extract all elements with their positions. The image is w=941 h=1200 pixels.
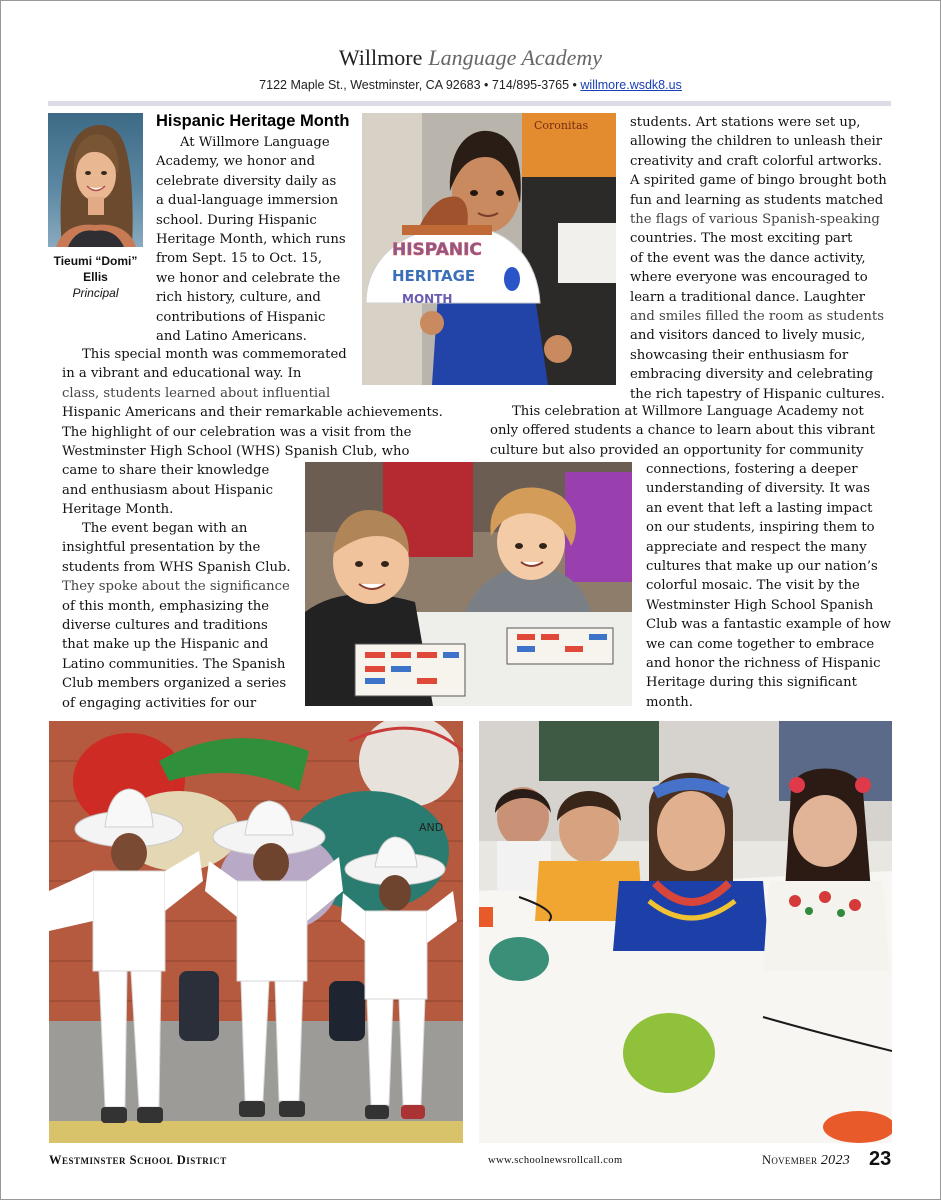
text-line: and Latino Americans. xyxy=(156,329,307,345)
photo-girl-with-sign xyxy=(362,113,616,385)
text-line: appreciate and respect the many xyxy=(646,539,867,555)
text-line: Heritage during this significant xyxy=(646,675,857,691)
principal-role: Principal xyxy=(72,286,119,300)
text-line: This celebration at Willmore Language Academy not xyxy=(512,404,864,419)
principal-name-line1: Tieumi “Domi” xyxy=(53,254,138,268)
col1-lower xyxy=(62,519,302,713)
mural-text: AND xyxy=(419,821,444,834)
footer-url[interactable]: www.schoolnewsrollcall.com xyxy=(488,1155,623,1166)
photo-boys-bingo xyxy=(305,462,632,706)
text-line: embracing diversity and celebrating xyxy=(630,367,874,383)
sign-line3: MONTH xyxy=(402,292,453,306)
text-line: contributions of Hispanic xyxy=(156,309,326,325)
website-link[interactable]: willmore.wsdk8.us xyxy=(580,78,682,92)
text-line: Club was a fantastic example of how xyxy=(646,617,891,633)
masthead-address xyxy=(0,78,941,92)
article-title: Hispanic Heritage Month xyxy=(156,112,350,130)
text-line: and smiles filled the room as students xyxy=(630,309,884,325)
text-line: understanding of diversity. It was xyxy=(646,481,870,497)
text-line: allowing the children to unleash their xyxy=(630,134,883,150)
text-line: learn a traditional dance. Laughter xyxy=(630,289,866,305)
text-line: connections, fostering a deeper xyxy=(646,462,858,477)
text-line: countries. The most exciting part xyxy=(630,231,853,247)
text-line: where everyone was encouraged to xyxy=(630,270,868,286)
poster-text: Coronitas xyxy=(534,119,589,132)
photo-charro-boys xyxy=(49,721,463,1143)
text-line: Academy, we honor and xyxy=(156,154,316,170)
principal-name-line2: Ellis xyxy=(83,270,108,284)
text-line: Club members organized a series xyxy=(62,676,287,692)
text-line: showcasing their enthusiasm for xyxy=(630,347,849,363)
text-line: The event began with an xyxy=(82,521,248,536)
academy-name: Language Academy xyxy=(428,45,603,70)
text-line: on our students, inspiring them to xyxy=(646,520,875,536)
sign-line1: HISPANIC xyxy=(392,240,482,260)
text-line: only offered students a chance to learn about this vibrant xyxy=(490,423,875,439)
text-line: This special month was commemorated xyxy=(82,347,347,362)
text-line: that make up the Hispanic and xyxy=(62,637,269,653)
text-line: class, students learned about influential xyxy=(62,385,331,401)
text-line: The highlight of our celebration was a visit from the xyxy=(62,424,412,440)
col2-lower xyxy=(646,460,892,712)
text-line: Westminster High School Spanish xyxy=(646,597,874,613)
text-line: Westminster High School (WHS) Spanish Club, who xyxy=(62,444,410,460)
text-line: an event that left a lasting impact xyxy=(646,500,873,516)
sign-line2: HERITAGE xyxy=(392,267,476,285)
address-text: 7122 Maple St., Westminster, CA 92683 • 714/895-3765 • xyxy=(259,78,581,92)
text-line: A spirited game of bingo brought both xyxy=(630,173,887,189)
footer-month: November xyxy=(762,1153,818,1167)
text-line: students from WHS Spanish Club. xyxy=(62,559,291,575)
text-line: the rich tapestry of Hispanic cultures. xyxy=(630,386,885,402)
photo-girls-crafts xyxy=(479,721,892,1143)
footer-date xyxy=(762,1153,850,1169)
text-line: from Sept. 15 to Oct. 15, xyxy=(156,251,323,267)
masthead-title xyxy=(0,44,941,73)
text-line: and enthusiasm about Hispanic xyxy=(62,482,273,498)
text-line: Hispanic Americans and their remarkable achievements. xyxy=(62,405,443,421)
text-line: came to share their knowledge xyxy=(62,463,270,479)
text-line: culture but also provided an opportunity for community xyxy=(490,442,864,458)
principal-portrait xyxy=(48,113,143,247)
text-line: cultures that make up our nation’s xyxy=(646,559,878,575)
text-line: At Willmore Language xyxy=(180,135,330,150)
text-line: rich history, culture, and xyxy=(156,290,321,306)
text-line: diverse cultures and traditions xyxy=(62,618,268,634)
text-line: and honor the richness of Hispanic xyxy=(646,656,881,672)
text-line: colorful mosaic. The visit by the xyxy=(646,578,860,594)
text-line: in a vibrant and educational way. In xyxy=(62,366,302,382)
col1-intro xyxy=(156,133,356,346)
text-line: fun and learning as students matched xyxy=(630,192,884,208)
school-name: Willmore xyxy=(338,45,423,70)
text-line: we can come together to embrace xyxy=(646,636,875,652)
text-line: creativity and craft colorful artworks. xyxy=(630,153,882,169)
text-line: of the event was the dance activity, xyxy=(630,250,866,266)
text-line: we honor and celebrate the xyxy=(156,270,341,286)
text-line: insightful presentation by the xyxy=(62,540,261,556)
col2-middle xyxy=(490,402,890,460)
text-line: a dual-language immersion xyxy=(156,193,339,209)
text-line: of engaging activities for our xyxy=(62,695,257,711)
footer-district: Westminster School District xyxy=(49,1153,227,1167)
text-line: Heritage Month. xyxy=(62,502,174,518)
footer-year: 2023 xyxy=(820,1153,851,1168)
text-line: celebrate diversity daily as xyxy=(156,173,337,189)
col2-top xyxy=(630,113,892,404)
text-line: and visitors danced to lively music, xyxy=(630,328,866,344)
text-line: students. Art stations were set up, xyxy=(630,115,861,130)
page-number: 23 xyxy=(869,1148,892,1170)
text-line: of this month, emphasizing the xyxy=(62,598,270,614)
header-rule xyxy=(48,101,891,106)
text-line: They spoke about the significance xyxy=(62,579,290,595)
text-line: Latino communities. The Spanish xyxy=(62,656,286,672)
text-line: school. During Hispanic xyxy=(156,212,317,228)
principal-name xyxy=(48,253,143,285)
text-line: Heritage Month, which runs xyxy=(156,232,346,248)
text-line: month. xyxy=(646,694,693,710)
text-line: the flags of various Spanish-speaking xyxy=(630,212,880,228)
